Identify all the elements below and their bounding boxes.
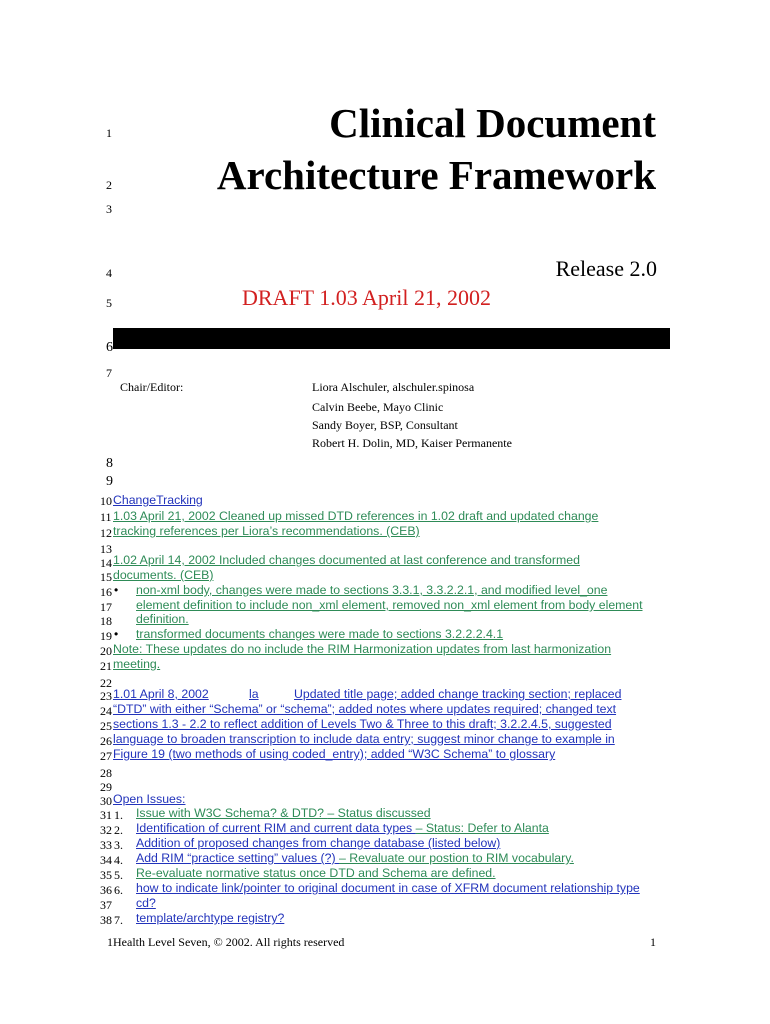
change-entry-text[interactable]: 1.02 April 14, 2002 Included changes documented at last conference and transformed [113, 553, 580, 567]
change-entry-author[interactable]: la [249, 687, 259, 701]
line-number: 10 [100, 494, 112, 508]
issue-text[interactable]: Add RIM “practice setting” values (?) [136, 851, 339, 865]
line-number: 18 [100, 614, 112, 628]
issue-status[interactable]: – Status discussed [327, 806, 431, 820]
line-number: 24 [100, 704, 112, 718]
bullet: • [114, 627, 119, 641]
line-number: 28 [100, 766, 112, 780]
line-number: 35 [100, 868, 112, 882]
change-entry-text[interactable]: Updated title page; added change tracking section; replaced [294, 687, 622, 701]
editor-name: Calvin Beebe, Mayo Clinic [312, 400, 444, 414]
issue-item[interactable] [136, 911, 284, 925]
line-number: 6 [106, 340, 113, 355]
line-number: 1 [106, 126, 112, 140]
document-title-line2: Architecture Framework [216, 152, 656, 198]
release-label: Release 2.0 [555, 256, 657, 281]
issue-text[interactable]: template/archtype registry? [136, 911, 285, 925]
draft-label: DRAFT 1.03 April 21, 2002 [242, 285, 491, 310]
issue-item[interactable] [136, 851, 574, 865]
footer [107, 935, 344, 950]
issue-text[interactable]: how to indicate link/pointer to original document in case of XFRM document relationship type [136, 881, 640, 895]
editor-name: Sandy Boyer, BSP, Consultant [312, 418, 458, 432]
line-number: 11 [100, 510, 112, 524]
change-tracking-heading[interactable]: ChangeTracking [113, 493, 203, 507]
issue-item[interactable] [136, 866, 496, 880]
redaction-bar [113, 328, 670, 349]
change-entry-text[interactable]: tracking references per Liora’s recommendations. (CEB) [113, 524, 420, 538]
line-number: 12 [100, 526, 112, 540]
document-title-line1: Clinical Document [329, 100, 656, 146]
change-bullet-text[interactable]: element definition to include non_xml element, removed non_xml element from body element [136, 598, 643, 612]
change-bullet-text[interactable]: transformed documents changes were made to sections 3.2.2.2.4.1 [136, 627, 504, 641]
editor-name: Liora Alschuler, alschuler.spinosa [312, 380, 475, 394]
line-number: 26 [100, 734, 112, 748]
line-number: 19 [100, 629, 112, 643]
change-entry-text[interactable]: “DTD” with either “Schema” or “schema”; added notes where updates required; changed text [113, 702, 617, 716]
issue-number: 2. [114, 823, 123, 837]
issue-number: 5. [114, 868, 123, 882]
footer-page-number: 1 [650, 935, 656, 949]
issue-number: 7. [114, 913, 123, 927]
editor-name: Robert H. Dolin, MD, Kaiser Permanente [312, 436, 512, 450]
line-number: 3 [106, 202, 112, 216]
line-number: 34 [100, 853, 112, 867]
line-number: 38 [100, 913, 112, 927]
line-number: 13 [100, 542, 112, 556]
issue-number: 3. [114, 838, 123, 852]
issue-item[interactable] [136, 881, 640, 895]
line-number: 23 [100, 689, 112, 703]
issue-item[interactable] [136, 806, 431, 820]
open-issues-heading[interactable]: Open Issues: [113, 792, 186, 806]
line-number: 27 [100, 749, 112, 763]
line-number: 32 [100, 823, 112, 837]
issue-number: 1. [114, 808, 123, 822]
change-bullet-text[interactable]: definition. [136, 612, 189, 626]
issue-text[interactable]: Addition of proposed changes from change database (listed below) [136, 836, 501, 850]
line-number: 8 [106, 456, 113, 471]
line-number: 5 [106, 296, 112, 310]
issue-number: 4. [114, 853, 123, 867]
line-number: 16 [100, 585, 112, 599]
bullet: • [114, 583, 119, 597]
issue-number: 6. [114, 883, 123, 897]
line-number: 30 [100, 794, 112, 808]
line-number: 14 [100, 556, 112, 570]
chair-label: Chair/Editor: [120, 380, 184, 394]
change-bullet-text[interactable]: non-xml body, changes were made to sections 3.3.1, 3.3.2.2.1, and modified level_one [136, 583, 608, 597]
line-number: 17 [100, 600, 112, 614]
line-number: 36 [100, 883, 112, 897]
change-entry-text[interactable]: 1.03 April 21, 2002 Cleaned up missed DTD references in 1.02 draft and updated change [113, 509, 599, 523]
line-number: 31 [100, 808, 112, 822]
line-number: 2 [106, 178, 112, 192]
line-number: 7 [106, 366, 112, 380]
line-number: 22 [100, 676, 112, 690]
footer-line-number: 1 [107, 935, 113, 949]
change-entry-text[interactable]: sections 1.3 - 2.2 to reflect addition of Levels Two & Three to this draft; 3.2.2.4.5, suggested [113, 717, 612, 731]
change-note-text[interactable]: Note: These updates do no include the RIM Harmonization updates from last harmonization [113, 642, 612, 656]
change-entry-text[interactable]: language to broaden transcription to include data entry; suggest minor change to example in [113, 732, 615, 746]
change-note-text[interactable]: meeting. [113, 657, 161, 671]
issue-item[interactable] [136, 836, 500, 850]
footer-copyright: Health Level Seven, © 2002. All rights reserved [113, 935, 345, 949]
line-number: 9 [106, 474, 113, 489]
issue-text[interactable]: Re-evaluate normative status once DTD and Schema are defined. [136, 866, 496, 880]
change-entry-date[interactable]: 1.01 April 8, 2002 [113, 687, 209, 701]
line-number: 21 [100, 659, 112, 673]
line-number: 37 [100, 898, 112, 912]
issue-item[interactable] [136, 821, 549, 835]
line-number: 29 [100, 780, 112, 794]
change-entry-text[interactable]: documents. (CEB) [113, 568, 214, 582]
line-number: 33 [100, 838, 112, 852]
line-number: 4 [106, 266, 112, 280]
issue-item-continuation[interactable] [136, 896, 156, 910]
issue-text[interactable]: cd? [136, 896, 156, 910]
change-entry-text[interactable]: Figure 19 (two methods of using coded_entry); added “W3C Schema” to glossary [113, 747, 556, 761]
line-number: 15 [100, 570, 112, 584]
line-number: 20 [100, 644, 112, 658]
issue-status[interactable]: – Status: Defer to Alanta [415, 821, 549, 835]
line-number: 25 [100, 719, 112, 733]
issue-text[interactable]: Identification of current RIM and current data types [136, 821, 416, 835]
issue-status[interactable]: – Revaluate our postion to RIM vocabulary. [338, 851, 574, 865]
issue-text[interactable]: Issue with W3C Schema? & DTD? [136, 806, 328, 820]
